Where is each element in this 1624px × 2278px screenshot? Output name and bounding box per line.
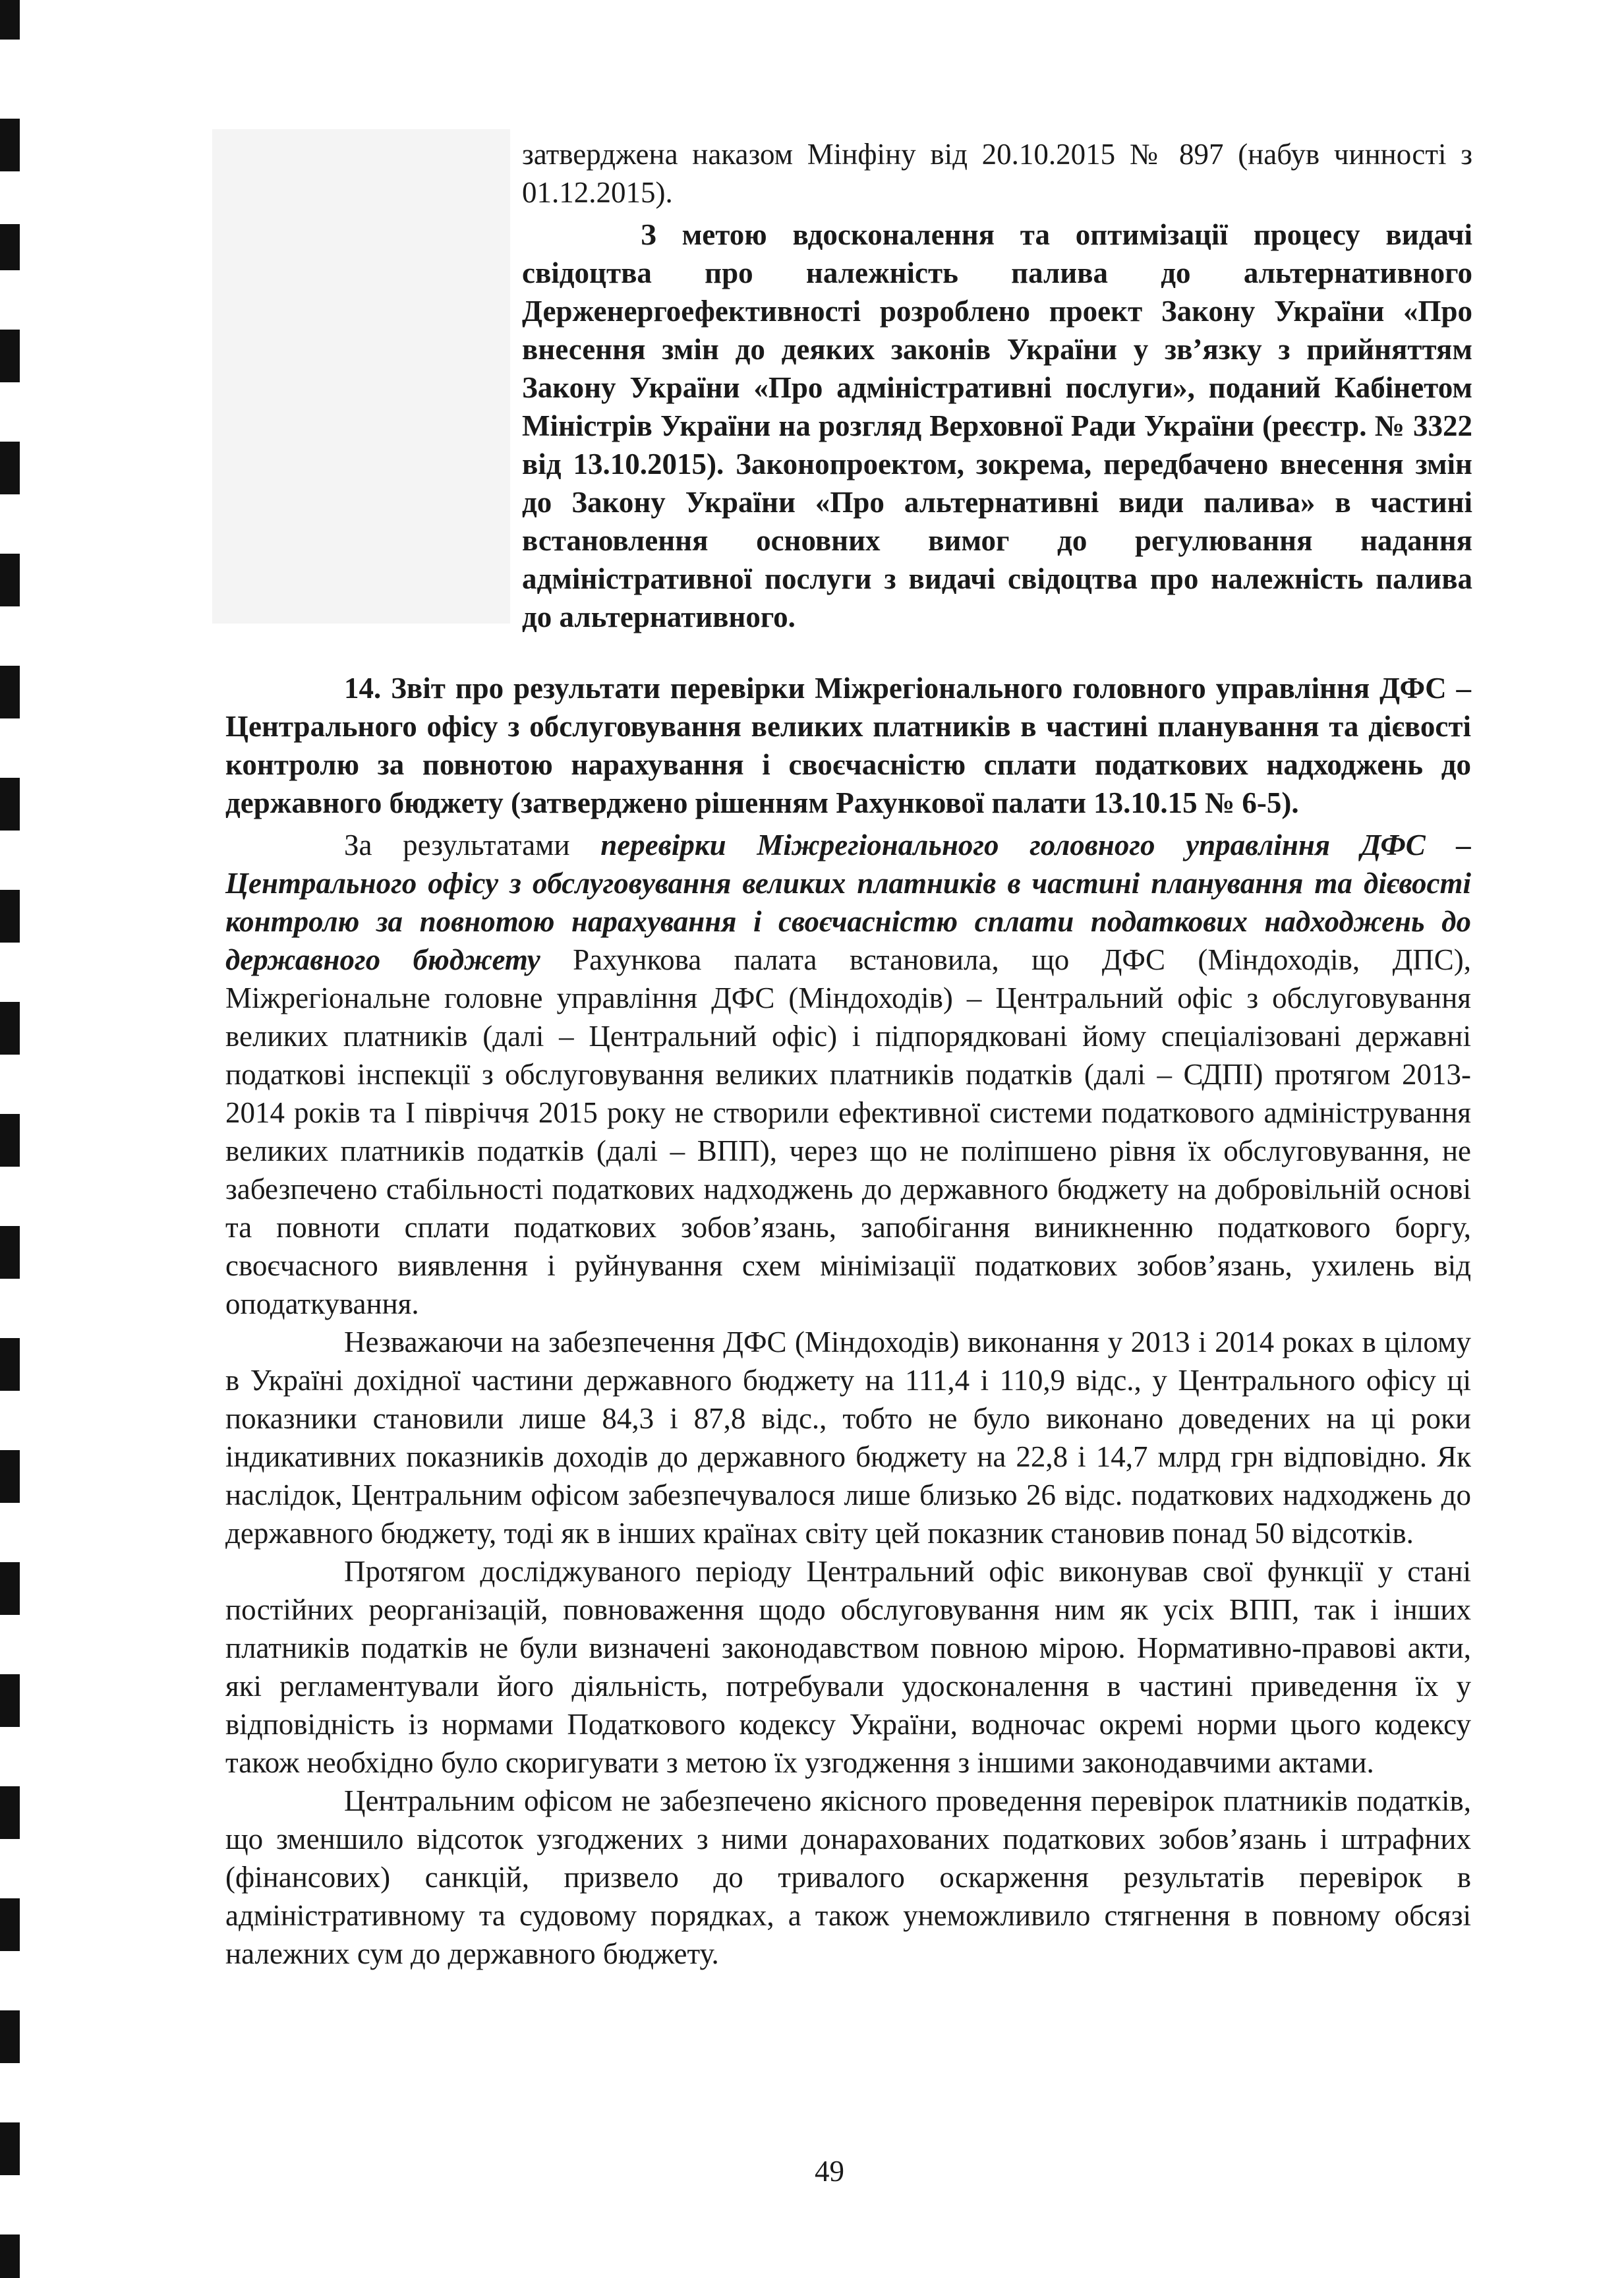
audit-title-emphasis: перевірки Міжрегіонального головного управління ДФС – Центрального офісу з обслуговування великих платників в частині планування та дієвості контролю за повнотою нарахування і своєчасністю сплати податкових надходжень до державного бюджету — [225, 829, 1471, 976]
top-block — [522, 135, 1472, 636]
paragraph-3: Протягом досліджуваного періоду Центральний офіс виконував свої функції у стані постійних реорганізацій, повноваження щодо обслуговування ним як усіх ВПП, так і інших платників податків не були визначені законодавством повною мірою. Нормативно-правові акти, які регламентували його діяльність, потребували удосконалення в частині приведення їх у відповідність із нормами Податкового кодексу України, водночас окремі норми цього кодексу також необхідно було скоригувати з метою їх узгодження з іншими законодавчими актами. — [225, 1555, 1471, 1779]
page-number: 49 — [815, 2155, 844, 2188]
paragraph-2: Незважаючи на забезпечення ДФС (Міндоходів) виконання у 2013 і 2014 роках в цілому в Україні дохідної частини державного бюджету на 111,4 і 110,9 відс., у Центрального офісу ці показники становили лише 84,3 і 87,8 відс., тобто не було виконано доведених на ці роки індикативних показників доходів до державного бюджету на 22,8 і 14,7 млрд грн відповідно. Як наслідок, Центральним офісом забезпечувалося лише близько 26 відс. податкових надходжень до державного бюджету, тоді як в інших країнах світу цей показник становив понад 50 відсотків. — [225, 1326, 1471, 1550]
order-reference-text: затверджена наказом Мінфіну від 20.10.2015 № 897 (набув чинності з 01.12.2015). — [522, 138, 1472, 209]
section-heading: 14. Звіт про результати перевірки Міжрегіонального головного управління ДФС – Центрального офісу з обслуговування великих платників в частині планування та дієвості контролю за повнотою нарахування і своєчасністю сплати податкових надходжень до державного бюджету (затверджено рішенням Рахункової палати 13.10.15 № 6-5). — [225, 672, 1471, 819]
draft-law-paragraph: З метою вдосконалення та оптимізації процесу видачі свідоцтва про належність палива до альтернативного Держенергоефективності розроблено проект Закону України «Про внесення змін до деяких законів України у зв’язку з прийняттям Закону України «Про адміністративні послуги», поданий Кабінетом Міністрів України на розгляд Верховної Ради України (реєстр. № 3322 від 13.10.2015). Законопроектом, зокрема, передбачено внесення змін до Закону України «Про альтернативні види палива» в частині встановлення основних вимог до регулювання надання адміністративної послуги з видачі свідоцтва про належність палива до альтернативного. — [522, 218, 1472, 633]
paragraph-1-rest: Рахункова палата встановила, що ДФС (Міндоходів, ДПС), Міжрегіональне головне управління ДФС (Міндоходів) – Центральний офіс з обслуговування великих платників (далі – Центральний офіс) і підпорядковані йому спеціалізовані державні податкові інспекції з обслуговування великих платників податків (далі – СДПІ) протягом 2013-2014 років та І півріччя 2015 року не створили ефективної системи податкового адміністрування великих платників податків (далі – ВПП), через що не поліпшено рівня їх обслуговування, не забезпечено стабільності податкових надходжень до державного бюджету на добровільній основі та повноти сплати податкових зобов’язань, запобігання виникненню податкового боргу, своєчасного виявлення і руйнування схем мінімізації податкових зобов’язань, ухилень від оподаткування. — [225, 943, 1472, 1320]
paragraph-1 — [225, 826, 1471, 1323]
paragraph-1-start: За результатами — [344, 829, 601, 862]
scan-shaded-area — [212, 129, 510, 624]
section-14 — [225, 669, 1471, 1973]
paragraph-4: Центральним офісом не забезпечено якісного проведення перевірок платників податків, що зменшило відсоток узгоджених з ними донарахованих податкових зобов’язань і штрафних (фінансових) санкцій, призвело до тривалого оскарження результатів перевірок в адміністративному та судовому порядках, а також унеможливило стягнення в повному обсязі належних сум до державного бюджету. — [225, 1784, 1471, 1970]
